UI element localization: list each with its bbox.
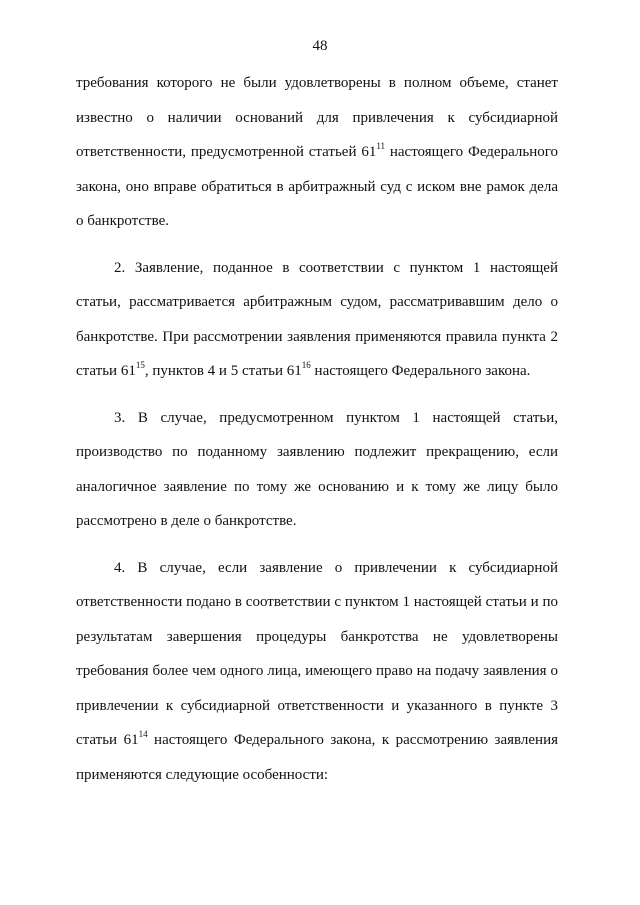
superscript-article-number: 14: [138, 729, 148, 739]
paragraph-text: требования которого не были удовлетворены в полном объеме, станет известно о наличии оснований для привлечения к субсидиарной ответственности, предусмотренной статьей 61: [76, 75, 558, 160]
paragraph-continuation: [76, 66, 558, 239]
paragraph-text: настоящего Федерального закона, оно вправе обратиться в арбитражный суд с иском вне рамок дела о банкротстве.: [76, 144, 559, 229]
paragraph-text: , пунктов 4 и 5 статьи 61: [144, 363, 302, 379]
page-number: 48: [312, 38, 328, 54]
paragraph-text: настоящего Федерального закона.: [310, 363, 531, 379]
paragraph-text: настоящего Федерального закона, к рассмотрению заявления применяются следующие особенности:: [76, 732, 559, 783]
paragraph-text: 3. В случае, предусмотренном пунктом 1 настоящей статьи, производство по поданному заявлению подлежит прекращению, если аналогичное заявление по тому же основанию и к тому же лицу было рассмотрено в деле о банкротстве.: [76, 409, 558, 529]
paragraph-item-3: [76, 401, 558, 539]
superscript-article-number: 15: [135, 360, 145, 370]
document-body: [76, 66, 558, 804]
superscript-article-number: 16: [301, 360, 311, 370]
paragraph-text: 4. В случае, если заявление о привлечении к субсидиарной ответственности подано в соответствии с пунктом 1 настоящей статьи и по результатам завершения процедуры банкротства не удовлетворены требования более чем одного лица, имеющего право на подачу заявления о привлечении к субсидиарной ответственности и указанного в пункте 3 статьи 61: [76, 559, 558, 748]
superscript-article-number: 11: [376, 141, 386, 151]
paragraph-item-2: [76, 251, 558, 389]
paragraph-text: 2. Заявление, поданное в соответствии с пунктом 1 настоящей статьи, рассматривается арбитражным судом, рассматривавшим дело о банкротстве. При рассмотрении заявления применяются правила пункта 2 статьи 61: [76, 259, 558, 379]
paragraph-item-4: [76, 551, 558, 793]
